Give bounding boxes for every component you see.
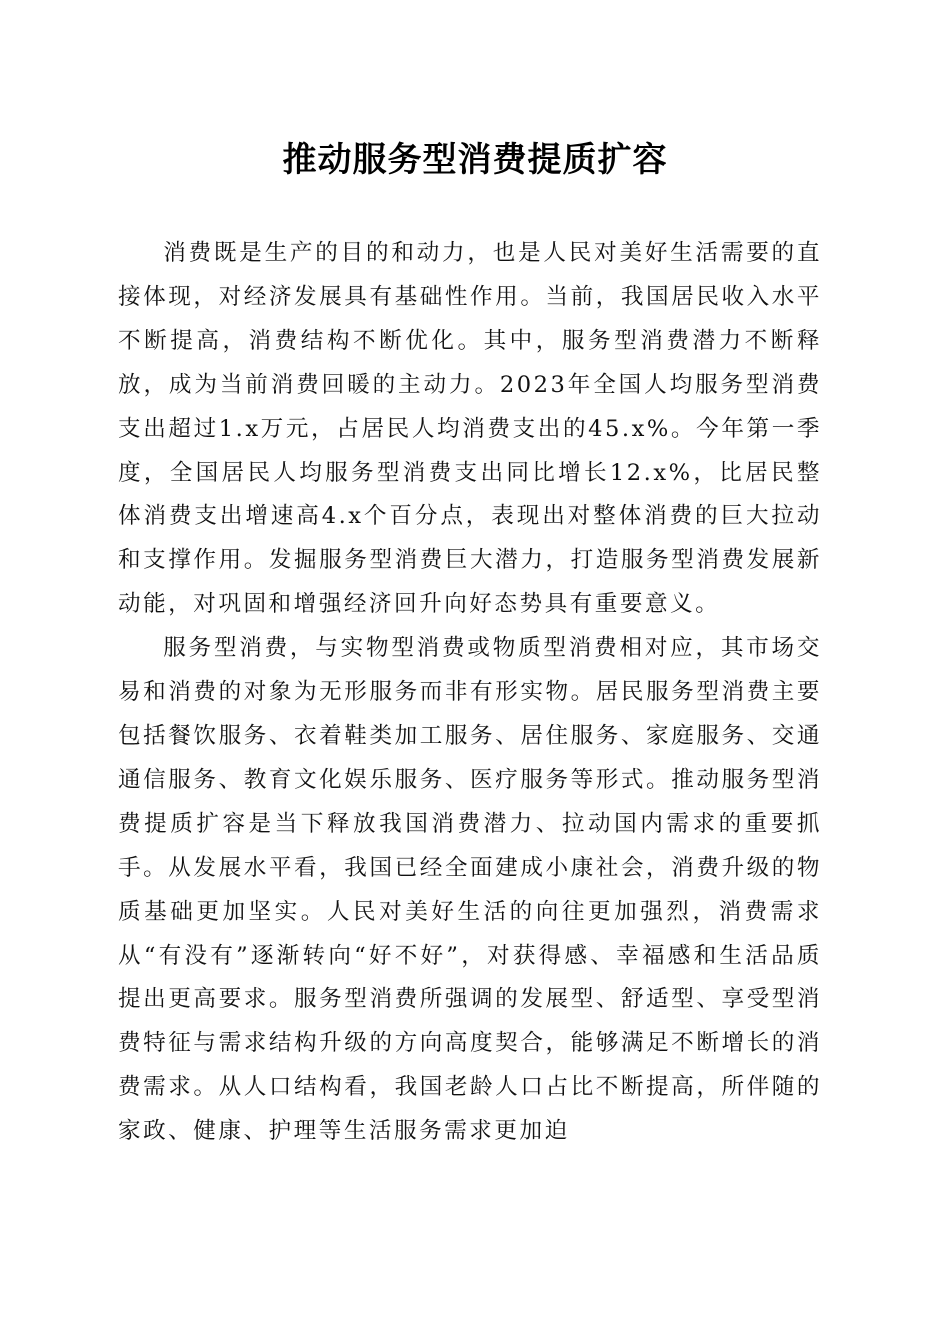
document-body: [118, 232, 822, 1154]
paragraph: 消费既是生产的目的和动力，也是人民对美好生活需要的直接体现，对经济发展具有基础性作用。当前，我国居民收入水平不断提高，消费结构不断优化。其中，服务型消费潜力不断释放，成为当前消费回暖的主动力。2023年全国人均服务型消费支出超过1.x万元，占居民人均消费支出的45.x%。今年第一季度，全国居民人均服务型消费支出同比增长12.x%，比居民整体消费支出增速高4.x个百分点，表现出对整体消费的巨大拉动和支撑作用。发掘服务型消费巨大潜力，打造服务型消费发展新动能，对巩固和增强经济回升向好态势具有重要意义。: [118, 240, 822, 618]
paragraph: 服务型消费，与实物型消费或物质型消费相对应，其市场交易和消费的对象为无形服务而非有形实物。居民服务型消费主要包括餐饮服务、衣着鞋类加工服务、居住服务、家庭服务、交通通信服务、教育文化娱乐服务、医疗服务等形式。推动服务型消费提质扩容是当下释放我国消费潜力、拉动国内需求的重要抓手。从发展水平看，我国已经全面建成小康社会，消费升级的物质基础更加坚实。人民对美好生活的向往更加强烈，消费需求从“有没有”逐渐转向“好不好”，对获得感、幸福感和生活品质提出更高要求。服务型消费所强调的发展型、舒适型、享受型消费特征与需求结构升级的方向高度契合，能够满足不断增长的消费需求。从人口结构看，我国老龄人口占比不断提高，所伴随的家政、健康、护理等生活服务需求更加迫: [118, 635, 822, 1145]
document-title: 推动服务型消费提质扩容: [282, 140, 668, 180]
